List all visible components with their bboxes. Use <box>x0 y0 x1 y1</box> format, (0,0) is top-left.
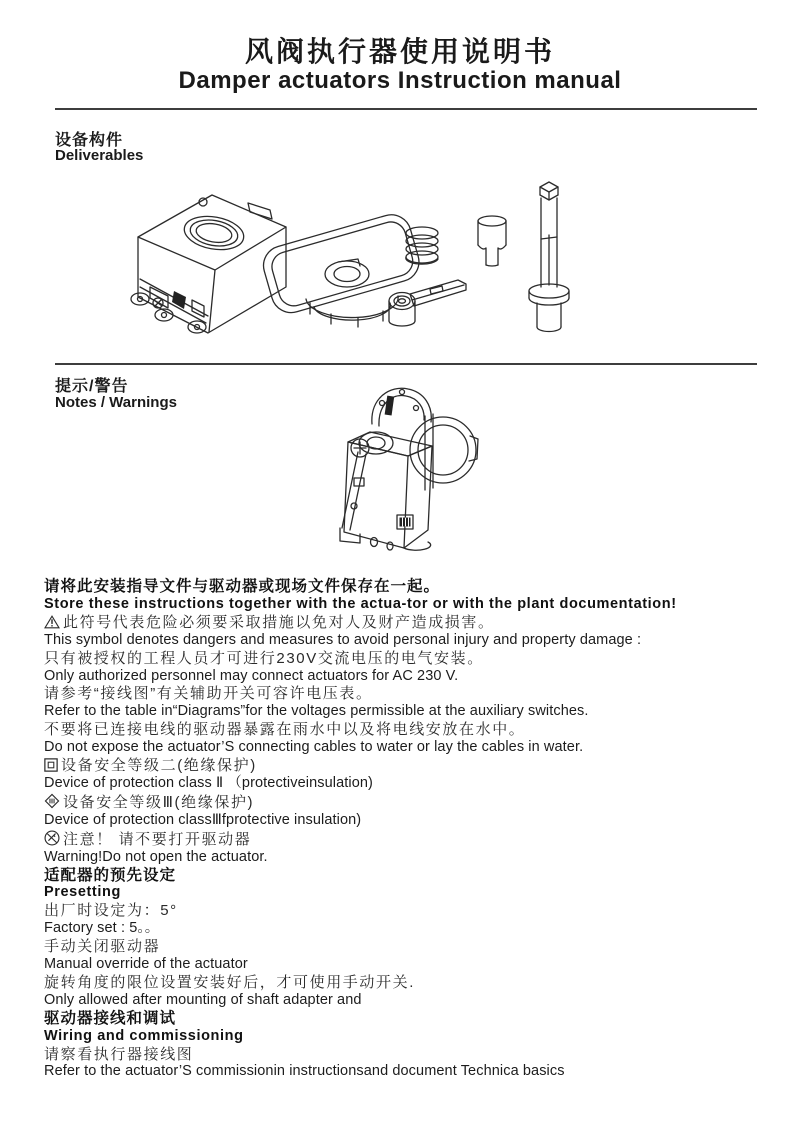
protection-class2-icon <box>44 758 58 772</box>
instruction-line: Only allowed after mounting of shaft adapter and <box>44 991 362 1008</box>
instructions-text-block <box>44 578 760 1081</box>
header-divider <box>55 108 757 110</box>
instruction-line: Refer to the table in“Diagrams”for the voltages permissible at the auxiliary switches. <box>44 703 589 720</box>
spring-drawing <box>406 227 438 264</box>
deliverables-drawing <box>100 175 600 347</box>
instruction-line: 适配器的预先设定 <box>44 866 177 884</box>
instruction-line: 此符号代表危险必须要采取措施以免对人及财产造成损害。 <box>44 614 760 632</box>
instruction-line: 注意！ 请不要打开驱动器 <box>44 830 760 849</box>
instruction-line: 不要将已连接电线的驱动器暴露在雨水中以及将电线安放在水中。 <box>44 721 526 739</box>
instruction-line: 设备安全等级二(绝缘保护) <box>44 757 760 775</box>
deliverables-heading-zh: 设备构件 <box>55 132 124 149</box>
shaft-adapter-drawing <box>478 216 506 266</box>
lever-arm-drawing <box>389 280 466 326</box>
instruction-line: 旋转角度的限位设置安装好后，才可使用手动开关. <box>44 973 415 991</box>
instruction-line: 请察看执行器接线图 <box>44 1045 194 1063</box>
notes-warning-drawing <box>312 380 482 560</box>
instruction-line: Only authorized personnel may connect actuators for AC 230 V. <box>44 667 459 684</box>
notes-heading-zh: 提示/警告 <box>55 378 129 395</box>
instruction-line: Presetting <box>44 884 121 901</box>
instruction-line: 只有被授权的工程人员才可进行230V交流电压的电气安装。 <box>44 649 484 667</box>
instruction-line: 出厂时设定为：5° <box>44 902 178 920</box>
instruction-line: Manual override of the actuator <box>44 956 248 973</box>
instruction-line: 手动关闭驱动器 <box>44 938 161 956</box>
instruction-line: Factory set : 5。。 <box>44 920 160 937</box>
do-not-open-icon <box>44 830 60 846</box>
instruction-line: 驱动器接线和调试 <box>44 1009 177 1027</box>
warning-triangle-icon <box>44 615 60 629</box>
actuator-body-drawing <box>131 195 286 333</box>
actuator-upright-drawing <box>340 388 478 550</box>
deliverables-heading-en: Deliverables <box>55 147 144 164</box>
instruction-line: 请参考“接线图”有关辅助开关可容许电压表。 <box>44 685 373 703</box>
instruction-line: 请将此安装指导文件与驱动器或现场文件保存在一起。 <box>44 578 441 595</box>
page-title-en: Damper actuators Instruction manual <box>178 67 622 94</box>
instruction-line: 设备安全等级Ⅲ(绝缘保护) <box>44 793 760 812</box>
instruction-line: Device of protection classⅢfprotective insulation) <box>44 811 362 828</box>
damper-shaft-drawing <box>529 182 569 332</box>
instruction-line: Store these instructions together with the actua-tor or with the plant documentation! <box>44 595 677 612</box>
instruction-line: Do not expose the actuator’S connecting cables to water or lay the cables in water. <box>44 739 584 756</box>
notes-divider <box>55 363 757 365</box>
page-title-zh: 风阀执行器使用说明书 <box>244 36 555 67</box>
instruction-line: Warning!Do not open the actuator. <box>44 848 268 865</box>
instruction-line: Refer to the actuator’S commissionin instructionsand document Technica basics <box>44 1063 565 1080</box>
protection-class3-icon <box>44 793 60 809</box>
notes-heading-en: Notes / Warnings <box>55 394 177 411</box>
instruction-line: Device of protection class Ⅱ （protectiveinsulation) <box>44 774 373 791</box>
instruction-line: This symbol denotes dangers and measures to avoid personal injury and property damage : <box>44 631 642 648</box>
instruction-line: Wiring and commissioning <box>44 1027 244 1044</box>
